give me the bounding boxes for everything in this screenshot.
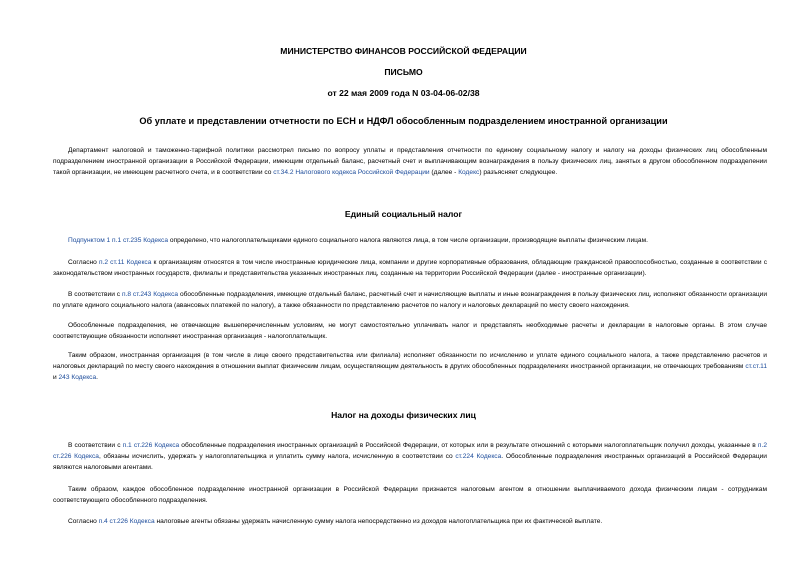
link-235[interactable]: Подпунктом 1 п.1 ст.235 Кодекса xyxy=(68,237,169,244)
esn-paragraph-4 xyxy=(53,320,767,342)
text: (далее - xyxy=(429,169,459,176)
link-226-1[interactable]: п.1 ст.226 Кодекса xyxy=(122,442,180,449)
link-tax-code-34-2[interactable]: ст.34.2 Налогового кодекса Российской Федерации xyxy=(273,169,430,176)
ndfl-paragraph-3 xyxy=(53,516,767,527)
text: Таким образом, иностранная организация (в том числе в лице своего представительства или филиала) исполняет обязанности по исчислению и уплате единого социального налога, а также представлению расчетов и налоговых деклараций по месту своего нахождения в отношении выплат физическим лицам, осуществляющим деятельность в других обособленных подразделениях иностранной организации, не отвечающих требованиям xyxy=(53,352,767,370)
link-226-4[interactable]: п.4 ст.226 Кодекса xyxy=(98,518,155,525)
esn-paragraph-5 xyxy=(53,350,767,383)
text: к организациям относятся в том числе иностранные юридические лица, компании и другие корпоративные образования, обладающие гражданской правоспособностью, созданные в соответствии с законодательством иностранных государств, филиалы и представительства указанных иностранных лиц, созданные на территории Российской Федерации (далее - иностранные организации). xyxy=(53,259,767,277)
esn-paragraph-2 xyxy=(53,257,767,279)
text: Обособленные подразделения, не отвечающие вышеперечисленным условиям, не могут самостоятельно уплачивать налог и представлять необходимые расчеты и декларации в налоговые органы. В этом случае соответствующие обязанности исполняет иностранная организация - налогоплательщик. xyxy=(53,322,767,340)
link-243-code[interactable]: 243 Кодекса xyxy=(58,374,97,381)
text: налоговые агенты обязаны удержать начисленную сумму налога непосредственно из доходов налогоплательщика при их фактической выплате. xyxy=(154,518,603,525)
text: . Обособленные подразделения иностранных организаций в Российской Федерации являются налоговыми агентами. xyxy=(53,453,767,471)
text: и xyxy=(53,374,59,381)
esn-paragraph-1 xyxy=(53,235,767,246)
link-11[interactable]: п.2 ст.11 Кодекса xyxy=(98,259,152,266)
text: . xyxy=(96,374,98,381)
link-226-2[interactable]: п.2 ст.226 Кодекса xyxy=(53,442,767,460)
link-art-11[interactable]: ст.ст.11 xyxy=(745,363,767,370)
ndfl-paragraph-1 xyxy=(53,440,767,473)
section-title-ndfl: Налог на доходы физических лиц xyxy=(331,410,476,420)
section-title-esn: Единый социальный налог xyxy=(344,209,463,219)
link-243[interactable]: п.8 ст.243 Кодекса xyxy=(121,291,179,298)
text: определено, что налогоплательщиками единого социального налога являются лица, в том числе организации, производящие выплаты физическим лицам. xyxy=(168,237,648,244)
text: В соответствии с xyxy=(68,442,123,449)
text: Таким образом, каждое обособленное подразделение иностранной организации в Российской Федерации признается налоговым агентом в отношении выплачиваемого дохода физическим лицам - сотрудникам соответствующего обособленного подразделения. xyxy=(53,486,767,504)
esn-paragraph-3 xyxy=(53,289,767,311)
ndfl-paragraph-2 xyxy=(53,484,767,506)
ministry-heading: МИНИСТЕРСТВО ФИНАНСОВ РОССИЙСКОЙ ФЕДЕРАЦИИ xyxy=(280,46,527,56)
text: В соответствии с xyxy=(68,291,122,298)
text: обособленные подразделения иностранных организаций в Российской Федерации, от которых или в результате отношений с которыми налогоплательщик получил доходы, указанные в xyxy=(179,442,758,449)
link-224[interactable]: ст.224 Кодекса xyxy=(455,453,502,460)
text: Согласно xyxy=(68,259,99,266)
intro-paragraph xyxy=(53,145,767,178)
document-subject: Об уплате и представлении отчетности по ЕСН и НДФЛ обособленным подразделением иностранной организации xyxy=(139,116,668,126)
text: Согласно xyxy=(68,518,99,525)
link-code[interactable]: Кодекс xyxy=(458,169,480,176)
text: , обязаны исчислить, удержать у налогоплательщика и уплатить сумму налога, исчисленную в соответствии со xyxy=(98,453,456,460)
document-type: ПИСЬМО xyxy=(384,67,423,77)
text: Департамент налоговой и таможенно-тарифной политики рассмотрел письмо по вопросу уплаты и представления отчетности по единому социальному налогу и налогу на доходы физических лиц обособленным подразделением иностранной организации в Российской Федерации, имеющим отдельный баланс, расчетный счет и выплачивающим вознаграждения в пользу физических лиц, занятых в другом обособленном подразделении такой организации, не имеющем расчетного счета, и в соответствии со xyxy=(53,147,767,176)
document-date-number: от 22 мая 2009 года N 03-04-06-02/38 xyxy=(327,88,480,98)
text: ) разъясняет следующее. xyxy=(479,169,558,176)
text: обособленные подразделения, имеющие отдельный баланс, расчетный счет и начисляющие выплаты и иные вознаграждения в пользу физических лиц, исполняют обязанности организации по уплате единого социального налога (авансовых платежей по налогу), а также обязанности по представлению расчетов по налогу и налоговых деклараций по месту своего нахождения. xyxy=(53,291,768,309)
